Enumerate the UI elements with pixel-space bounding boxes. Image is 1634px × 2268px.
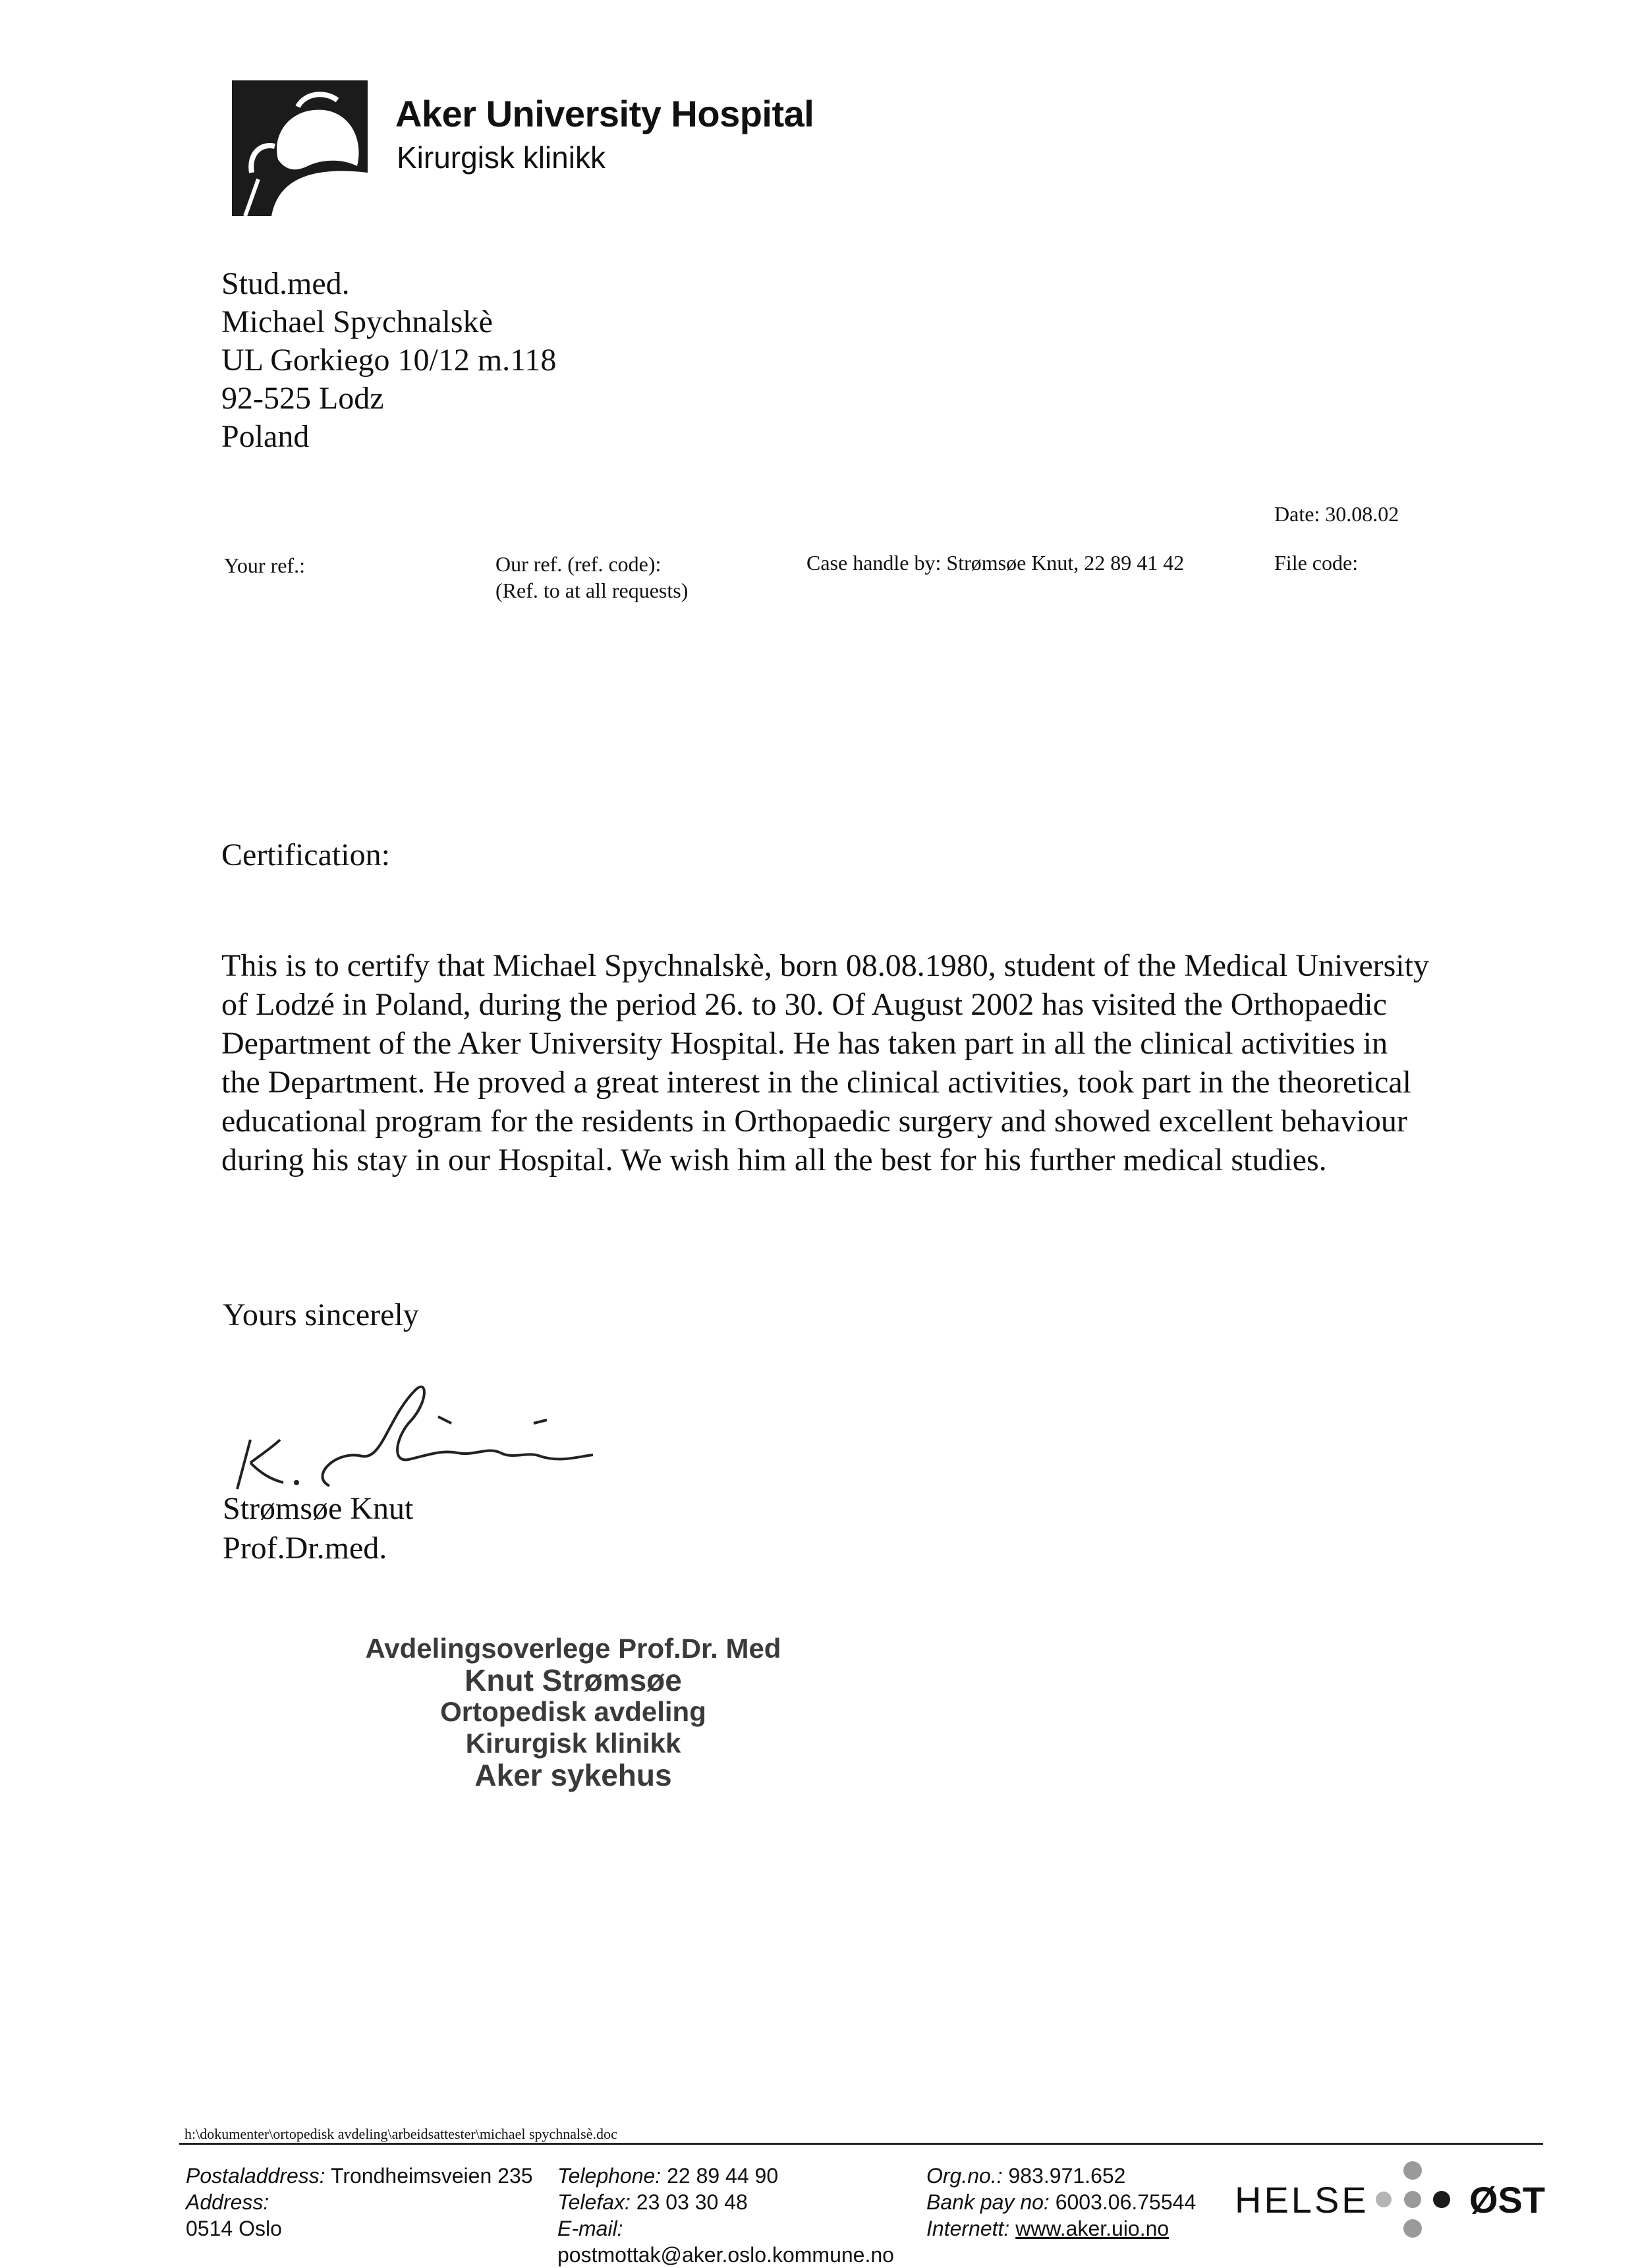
recipient-line: 92-525 Lodz (221, 381, 384, 416)
recipient-line: Stud.med. (221, 266, 350, 301)
helse-brand-text: HELSE (1235, 2179, 1369, 2221)
letter-date: Date: 30.08.02 (1274, 502, 1399, 526)
telefax-value: 23 03 30 48 (636, 2190, 748, 2214)
file-code: File code: (1274, 551, 1359, 575)
internet-link[interactable]: www.aker.uio.no (1015, 2217, 1169, 2240)
certification-heading: Certification: (221, 837, 390, 872)
our-ref-line: Our ref. (ref. code): (495, 552, 662, 576)
recipient-line: Michael Spychnalskè (221, 304, 493, 339)
city: 0514 Oslo (186, 2217, 282, 2240)
department-stamp (356, 1633, 791, 1791)
handwritten-signature (231, 1377, 600, 1496)
org-label: Org.no.: (926, 2164, 1003, 2188)
footer-contact-column (557, 2163, 894, 2268)
footer-address-column (186, 2163, 533, 2242)
body-line: Department of the Aker University Hospital. He has taken part in all the clinical activities in (221, 1026, 1388, 1061)
bank-value: 6003.06.75544 (1055, 2190, 1197, 2214)
internet-label: Internett: (926, 2217, 1010, 2240)
telephone-label: Telephone: (557, 2164, 662, 2188)
stamp-line: Kirurgisk klinikk (465, 1728, 681, 1759)
helse-dots-icon (1370, 2157, 1463, 2250)
our-ref (495, 551, 688, 604)
certification-body (221, 946, 1500, 1179)
your-ref: Your ref.: (224, 553, 305, 577)
signer-title: Prof.Dr.med. (223, 1531, 387, 1566)
stamp-line: Knut Strømsøe (465, 1663, 682, 1697)
address-label: Address: (186, 2190, 269, 2214)
footer-org-column (926, 2163, 1196, 2242)
bank-label: Bank pay no: (926, 2190, 1050, 2214)
stamp-line: Aker sykehus (474, 1758, 672, 1792)
telefax-label: Telefax: (557, 2190, 631, 2214)
email-value: postmottak@aker.oslo.kommune.no (557, 2243, 894, 2267)
org-value: 983.971.652 (1008, 2164, 1126, 2188)
stamp-line: Avdelingsoverlege Prof.Dr. Med (365, 1633, 781, 1664)
case-handler: Case handle by: Strømsøe Knut, 22 89 41 42 (806, 551, 1185, 575)
recipient-address (221, 265, 556, 456)
recipient-line: UL Gorkiego 10/12 m.118 (221, 343, 557, 378)
ost-brand-text: ØST (1469, 2179, 1546, 2221)
body-line: educational program for the residents in Orthopaedic surgery and showed excellent behaviour (221, 1104, 1407, 1139)
footer-divider (179, 2143, 1543, 2145)
file-path: h:\dokumenter\ortopedisk avdeling\arbeidsattester\michael spychnalsè.doc (184, 2126, 617, 2142)
closing-salutation: Yours sincerely (223, 1297, 419, 1332)
postal-label: Postaladdress: (186, 2164, 325, 2188)
body-line: of Lodzé in Poland, during the period 26. to 30. Of August 2002 has visited the Orthopaedic (221, 987, 1388, 1022)
telephone-value: 22 89 44 90 (667, 2164, 779, 2188)
clinic-name: Kirurgisk klinikk (397, 140, 606, 175)
aker-hospital-logo-icon (232, 80, 368, 216)
email-label: E-mail: (557, 2217, 623, 2240)
body-line: the Department. He proved a great interest in the clinical activities, took part in the theoretical (221, 1065, 1411, 1100)
recipient-line: Poland (221, 419, 310, 454)
postal-value: Trondheimsveien 235 (330, 2164, 533, 2188)
our-ref-note: (Ref. to at all requests) (495, 579, 689, 602)
body-line: This is to certify that Michael Spychnalskè, born 08.08.1980, student of the Medical University (221, 948, 1429, 983)
signer-name: Strømsøe Knut (223, 1491, 414, 1526)
body-line: during his stay in our Hospital. We wish him all the best for his further medical studies. (221, 1143, 1327, 1177)
stamp-line: Ortopedisk avdeling (440, 1696, 706, 1727)
hospital-name: Aker University Hospital (395, 93, 814, 134)
signer-block (223, 1489, 413, 1568)
